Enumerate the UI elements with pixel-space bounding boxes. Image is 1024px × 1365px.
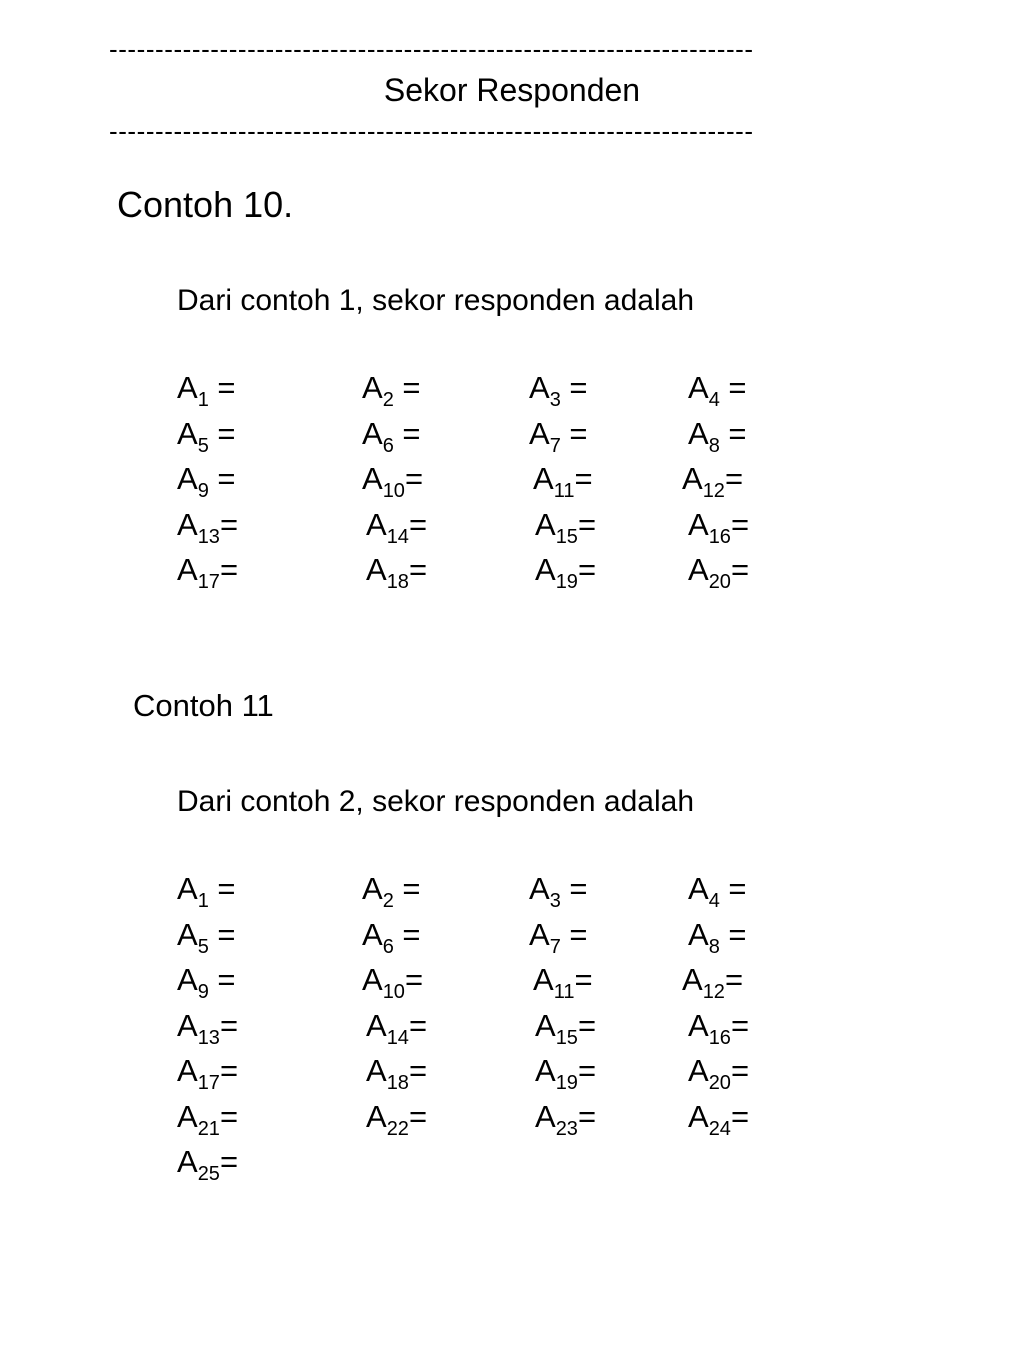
score-index: 18: [386, 1072, 409, 1094]
equals-sign: =: [574, 461, 593, 496]
score-letter: A: [366, 1098, 387, 1134]
score-letter: A: [177, 370, 198, 405]
score-letter: A: [529, 916, 550, 952]
score-index: 17: [197, 571, 220, 593]
score-index: 14: [386, 1026, 409, 1049]
equals-sign: =: [719, 871, 747, 906]
score-item: [682, 962, 744, 1003]
score-item: [529, 415, 588, 457]
score-item: [177, 1007, 239, 1049]
score-index: 5: [197, 434, 209, 457]
score-letter: A: [177, 1007, 198, 1043]
score-item: [177, 552, 239, 593]
score-letter: A: [533, 461, 554, 496]
score-index: 18: [386, 571, 409, 593]
score-letter: A: [688, 916, 709, 952]
equals-sign: =: [393, 370, 421, 405]
score-item: [688, 1007, 750, 1049]
score-index: 7: [549, 434, 561, 457]
score-index: 6: [382, 935, 394, 958]
score-index: 20: [708, 1072, 731, 1094]
score-item: [682, 461, 744, 502]
equals-sign: =: [219, 1098, 239, 1134]
equals-sign: =: [730, 506, 750, 542]
score-index: 20: [708, 571, 731, 593]
score-item: [529, 916, 588, 958]
top-divider: ----------------------------------------------------------------------: [109, 34, 754, 64]
score-letter: A: [688, 506, 709, 542]
score-item: [366, 1053, 428, 1094]
equals-sign: =: [408, 552, 428, 587]
score-index: 4: [708, 890, 720, 912]
score-index: 19: [555, 1072, 578, 1094]
score-item: [177, 461, 236, 502]
equals-sign: =: [208, 962, 236, 997]
equals-sign: =: [577, 506, 597, 542]
equals-sign: =: [730, 1053, 750, 1088]
section-intro: Dari contoh 2, sekor responden adalah: [177, 785, 695, 818]
score-index: 9: [197, 981, 209, 1003]
score-index: 6: [382, 434, 394, 457]
score-item: [177, 916, 236, 958]
equals-sign: =: [219, 1144, 239, 1179]
score-letter: A: [366, 506, 387, 542]
score-index: 12: [702, 981, 725, 1003]
score-letter: A: [529, 370, 550, 405]
score-index: 13: [197, 525, 220, 548]
score-index: 13: [197, 1026, 220, 1049]
score-item: [177, 415, 236, 457]
equals-sign: =: [393, 871, 421, 906]
equals-sign: =: [208, 415, 236, 451]
score-item: [366, 1098, 428, 1140]
score-item: [177, 962, 236, 1003]
score-item: [688, 871, 747, 912]
score-letter: A: [177, 461, 198, 496]
score-letter: A: [362, 415, 383, 451]
score-index: 23: [555, 1117, 578, 1140]
score-item: [535, 1007, 597, 1049]
equals-sign: =: [574, 962, 593, 997]
score-index: 25: [197, 1163, 220, 1185]
score-letter: A: [362, 962, 383, 997]
score-item: [362, 461, 424, 502]
equals-sign: =: [719, 415, 747, 451]
score-index: 10: [382, 981, 405, 1003]
equals-sign: =: [560, 415, 588, 451]
equals-sign: =: [219, 1053, 239, 1088]
score-item: [362, 871, 421, 912]
score-item: [688, 916, 747, 958]
score-letter: A: [366, 1007, 387, 1043]
equals-sign: =: [408, 506, 428, 542]
equals-sign: =: [393, 415, 421, 451]
score-letter: A: [362, 871, 383, 906]
score-letter: A: [366, 552, 387, 587]
score-index: 5: [197, 935, 209, 958]
score-item: [529, 871, 588, 912]
equals-sign: =: [724, 962, 744, 997]
score-item: [535, 552, 597, 593]
equals-sign: =: [219, 1007, 239, 1043]
score-letter: A: [682, 461, 703, 496]
score-index: 1: [197, 389, 209, 411]
equals-sign: =: [208, 916, 236, 952]
score-index: 8: [708, 434, 720, 457]
score-letter: A: [362, 370, 383, 405]
score-letter: A: [535, 1053, 556, 1088]
equals-sign: =: [219, 506, 239, 542]
equals-sign: =: [560, 370, 588, 405]
equals-sign: =: [408, 1098, 428, 1134]
score-letter: A: [535, 1098, 556, 1134]
section-intro: Dari contoh 1, sekor responden adalah: [177, 284, 695, 317]
score-letter: A: [682, 962, 703, 997]
score-letter: A: [688, 1098, 709, 1134]
equals-sign: =: [560, 871, 588, 906]
score-item: [177, 1053, 239, 1094]
section-heading: Contoh 10.: [117, 184, 294, 225]
page-title: Sekor Responden: [383, 72, 641, 108]
score-letter: A: [688, 1007, 709, 1043]
score-letter: A: [177, 916, 198, 952]
score-letter: A: [688, 552, 709, 587]
equals-sign: =: [560, 916, 588, 952]
equals-sign: =: [719, 916, 747, 952]
score-item: [688, 1098, 750, 1140]
equals-sign: =: [730, 552, 750, 587]
score-index: 10: [382, 480, 405, 502]
score-index: 1: [197, 890, 209, 912]
score-index: 11: [553, 981, 575, 1003]
score-item: [177, 506, 239, 548]
score-index: 14: [386, 525, 409, 548]
score-index: 4: [708, 389, 720, 411]
equals-sign: =: [577, 1098, 597, 1134]
score-letter: A: [688, 1053, 709, 1088]
score-item: [177, 1144, 239, 1185]
score-index: 21: [197, 1117, 220, 1140]
score-index: 17: [197, 1072, 220, 1094]
score-item: [688, 370, 747, 411]
score-letter: A: [177, 962, 198, 997]
score-item: [177, 1098, 239, 1140]
score-letter: A: [535, 1007, 556, 1043]
equals-sign: =: [408, 1053, 428, 1088]
score-letter: A: [529, 871, 550, 906]
score-letter: A: [688, 871, 709, 906]
equals-sign: =: [577, 1053, 597, 1088]
equals-sign: =: [208, 871, 236, 906]
score-letter: A: [535, 506, 556, 542]
equals-sign: =: [577, 552, 597, 587]
score-letter: A: [177, 552, 198, 587]
score-index: 15: [555, 525, 578, 548]
score-letter: A: [688, 415, 709, 451]
bottom-divider: ----------------------------------------------------------------------: [109, 116, 754, 146]
score-index: 15: [555, 1026, 578, 1049]
section-heading: Contoh 11: [133, 688, 274, 723]
score-letter: A: [362, 461, 383, 496]
score-index: 24: [708, 1117, 731, 1140]
score-index: 8: [708, 935, 720, 958]
score-item: [366, 506, 428, 548]
score-letter: A: [177, 1053, 198, 1088]
equals-sign: =: [404, 962, 424, 997]
score-index: 16: [708, 1026, 731, 1049]
score-letter: A: [177, 871, 198, 906]
score-item: [688, 552, 750, 593]
score-letter: A: [535, 552, 556, 587]
score-item: [535, 1053, 597, 1094]
score-letter: A: [688, 370, 709, 405]
score-letter: A: [533, 962, 554, 997]
score-item: [362, 962, 424, 1003]
equals-sign: =: [404, 461, 424, 496]
equals-sign: =: [730, 1098, 750, 1134]
equals-sign: =: [208, 370, 236, 405]
equals-sign: =: [219, 552, 239, 587]
equals-sign: =: [408, 1007, 428, 1043]
score-index: 19: [555, 571, 578, 593]
score-item: [688, 506, 750, 548]
score-item: [362, 916, 421, 958]
score-item: [535, 1098, 597, 1140]
score-item: [688, 415, 747, 457]
score-item: [535, 506, 597, 548]
score-index: 9: [197, 480, 209, 502]
equals-sign: =: [730, 1007, 750, 1043]
score-index: 2: [382, 389, 394, 411]
score-item: [366, 1007, 428, 1049]
score-item: [366, 552, 428, 593]
score-index: 3: [549, 890, 561, 912]
score-letter: A: [177, 1098, 198, 1134]
score-index: 11: [553, 480, 575, 502]
score-index: 22: [386, 1117, 409, 1140]
score-letter: A: [177, 506, 198, 542]
score-item: [529, 370, 588, 411]
score-item: [177, 370, 236, 411]
score-index: 12: [702, 480, 725, 502]
equals-sign: =: [719, 370, 747, 405]
score-letter: A: [177, 415, 198, 451]
equals-sign: =: [577, 1007, 597, 1043]
score-item: [533, 962, 593, 1003]
score-index: 3: [549, 389, 561, 411]
score-letter: A: [366, 1053, 387, 1088]
score-letter: A: [177, 1144, 198, 1179]
score-item: [362, 415, 421, 457]
score-letter: A: [362, 916, 383, 952]
score-index: 7: [549, 935, 561, 958]
score-item: [688, 1053, 750, 1094]
equals-sign: =: [724, 461, 744, 496]
score-letter: A: [529, 415, 550, 451]
equals-sign: =: [393, 916, 421, 952]
score-item: [362, 370, 421, 411]
score-item: [533, 461, 593, 502]
score-item: [177, 871, 236, 912]
score-index: 16: [708, 525, 731, 548]
score-index: 2: [382, 890, 394, 912]
equals-sign: =: [208, 461, 236, 496]
